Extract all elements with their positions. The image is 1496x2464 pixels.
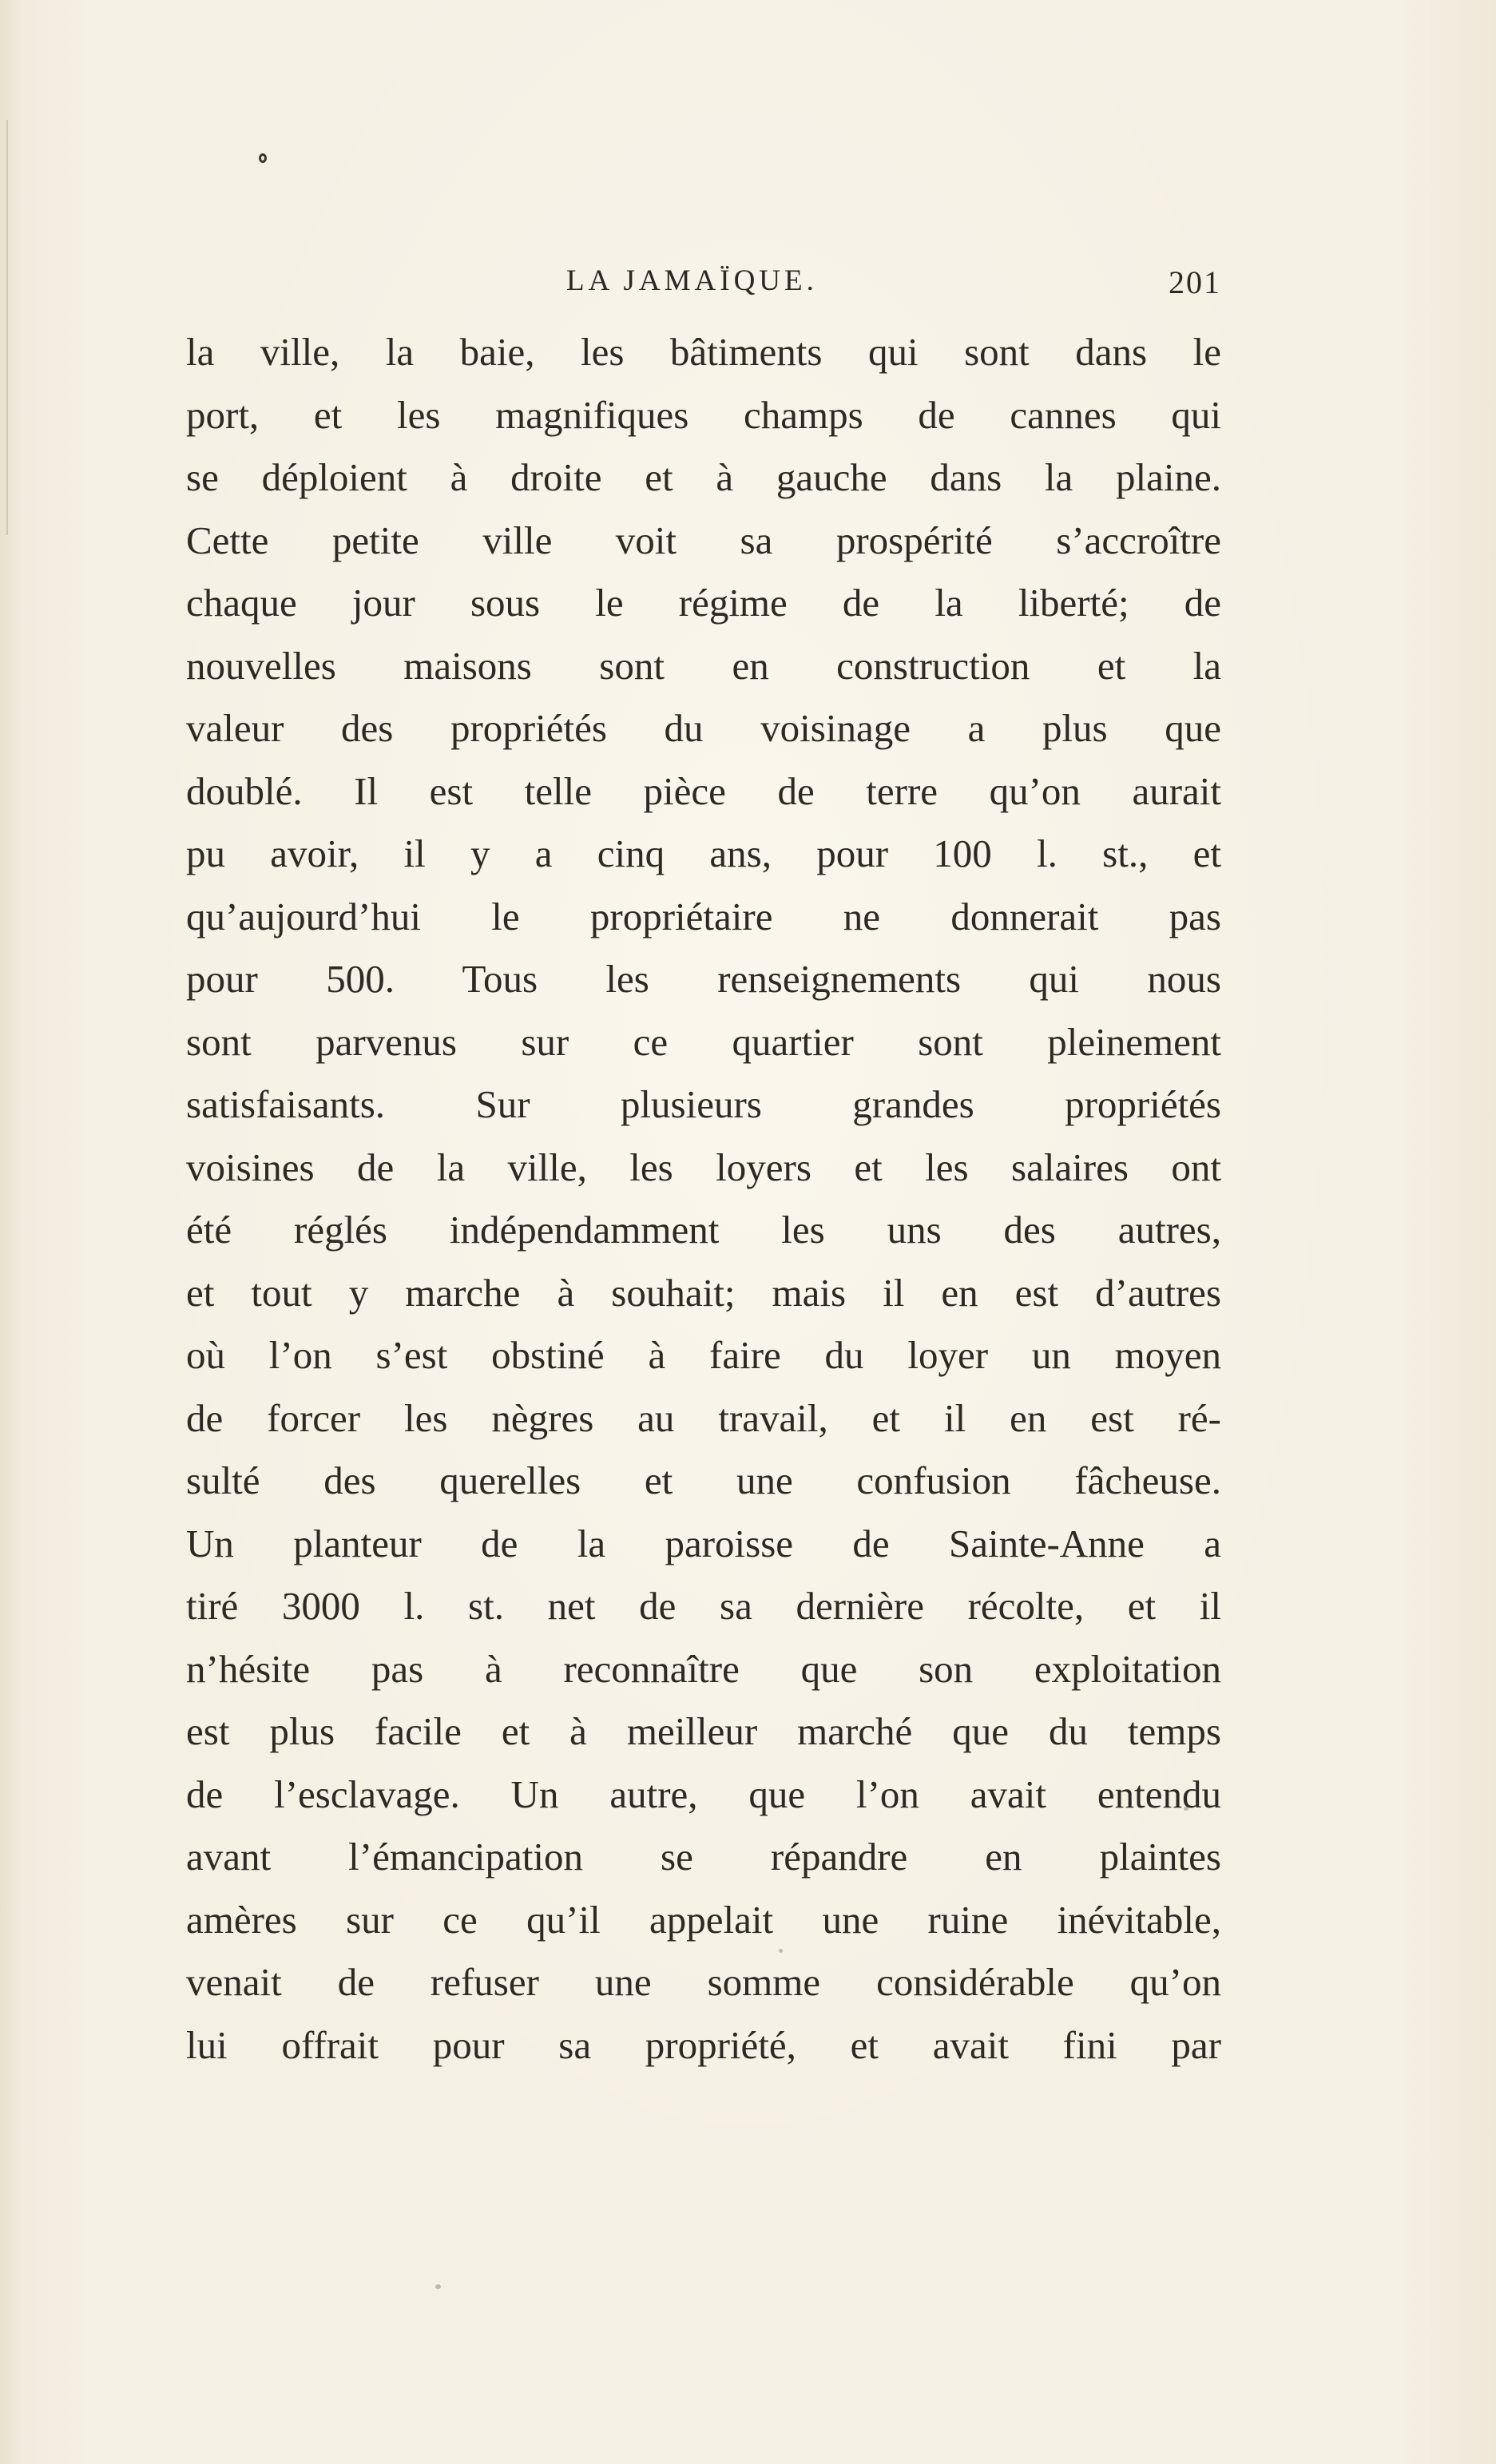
text-line: est plus facile et à meilleur marché que du temps	[186, 1709, 1221, 1753]
text-line: avant l’émancipation se répandre en plaintes	[186, 1835, 1221, 1879]
text-line: port, et les magnifiques champs de cannes qui	[186, 392, 1221, 437]
running-title: LA JAMAÏQUE.	[566, 264, 818, 297]
text-line: n’hésite pas à reconnaître que son exploitation	[186, 1646, 1221, 1691]
body-text	[186, 321, 1221, 2077]
paper-speck	[435, 2284, 441, 2289]
text-line: été réglés indépendamment les uns des autres,	[186, 1208, 1221, 1252]
text-line: de forcer les nègres au travail, et il en est ré-	[186, 1395, 1221, 1440]
page-number: 201	[1169, 264, 1221, 300]
text-line: pu avoir, il y a cinq ans, pour 100 l. st., et	[186, 831, 1221, 875]
text-line: nouvelles maisons sont en construction et la	[186, 643, 1221, 688]
text-line: sont parvenus sur ce quartier sont pleinement	[186, 1019, 1221, 1064]
text-line: satisfaisants. Sur plusieurs grandes propriétés	[186, 1082, 1221, 1126]
text-line: de l’esclavage. Un autre, que l’on avait entendu	[186, 1772, 1221, 1816]
text-line: où l’on s’est obstiné à faire du loyer un moyen	[186, 1333, 1221, 1377]
paper-speck	[779, 1949, 783, 1953]
text-line: et tout y marche à souhait; mais il en est d’autres	[186, 1270, 1221, 1315]
page-edge-shadow	[6, 120, 8, 535]
text-line: valeur des propriétés du voisinage a plus que	[186, 706, 1221, 750]
text-line: doublé. Il est telle pièce de terre qu’on aurait	[186, 768, 1221, 813]
text-line: Cette petite ville voit sa prospérité s’accroître	[186, 518, 1221, 562]
text-line: sulté des querelles et une confusion fâcheuse.	[186, 1458, 1221, 1502]
running-head	[186, 264, 1221, 311]
text-line: tiré 3000 l. st. net de sa dernière récolte, et il	[186, 1584, 1221, 1628]
text-line: Un planteur de la paroisse de Sainte-Anne a	[186, 1521, 1221, 1565]
ink-mark	[259, 153, 267, 163]
text-line: lui offrait pour sa propriété, et avait fini par	[186, 2022, 1221, 2067]
text-line: la ville, la baie, les bâtiments qui sont dans le	[186, 330, 1221, 374]
paper-speck	[1184, 1807, 1188, 1811]
text-line: chaque jour sous le régime de la liberté; de	[186, 581, 1221, 625]
text-line: se déploient à droite et à gauche dans la plaine.	[186, 455, 1221, 499]
text-line: pour 500. Tous les renseignements qui nous	[186, 957, 1221, 1001]
text-line: qu’aujourd’hui le propriétaire ne donnerait pas	[186, 894, 1221, 938]
text-line: amères sur ce qu’il appelait une ruine inévitable,	[186, 1897, 1221, 1942]
text-line: voisines de la ville, les loyers et les salaires ont	[186, 1145, 1221, 1189]
text-line: venait de refuser une somme considérable qu’on	[186, 1960, 1221, 2004]
